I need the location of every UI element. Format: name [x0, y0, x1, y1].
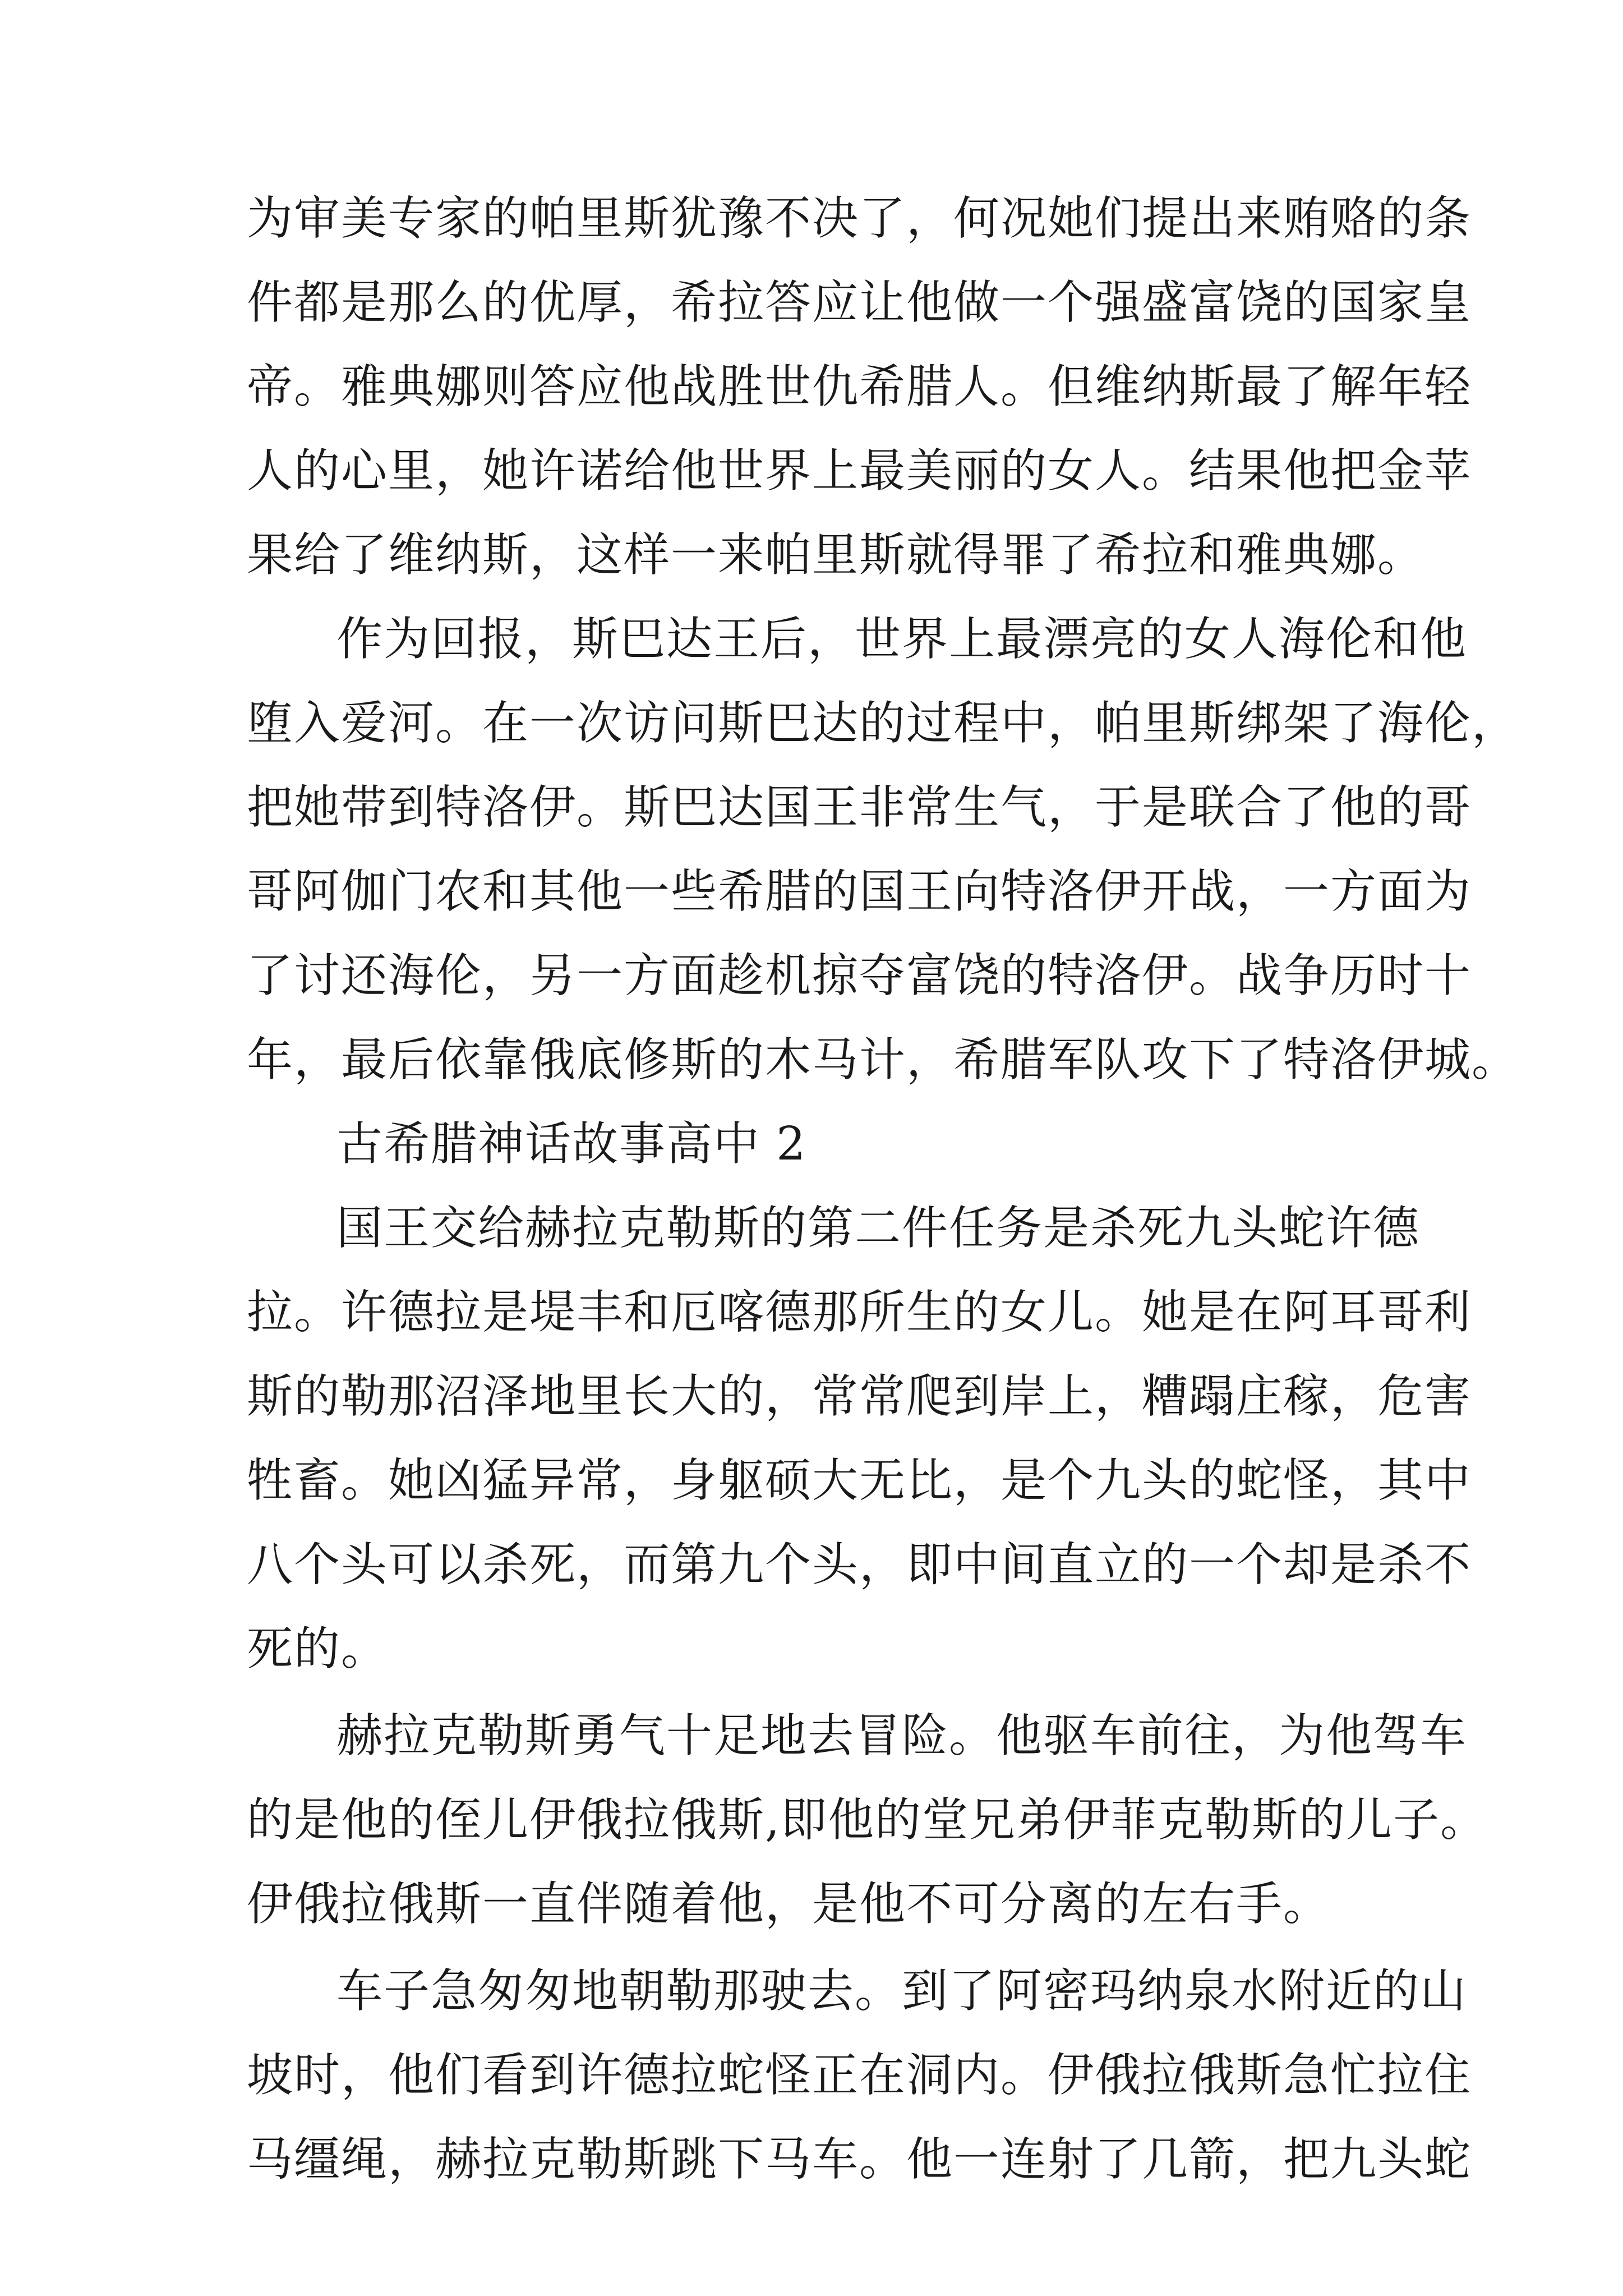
text-line: 马缰绳，赫拉克勒斯跳下马车。他一连射了几箭，把九头蛇 — [247, 2133, 1472, 2186]
text-line: 的是他的侄儿伊俄拉俄斯,即他的堂兄弟伊菲克勒斯的儿子。 — [247, 1793, 1488, 1847]
text-line: 帝。雅典娜则答应他战胜世仇希腊人。但维纳斯最了解年轻 — [247, 360, 1472, 413]
text-line: 作为回报，斯巴达王后，世界上最漂亮的女人海伦和他 — [336, 613, 1468, 666]
text-line: 八个头可以杀死，而第九个头，即中间直立的一个却是杀不 — [247, 1538, 1472, 1591]
text-line: 了讨还海伦，另一方面趁机掠夺富饶的特洛伊。战争历时十 — [247, 949, 1472, 1002]
text-line: 牲畜。她凶猛异常，身躯硕大无比，是个九头的蛇怪，其中 — [247, 1454, 1472, 1507]
text-line: 件都是那么的优厚，希拉答应让他做一个强盛富饶的国家皇 — [247, 276, 1472, 329]
text-line: 古希腊神话故事高中 2 — [336, 1117, 807, 1171]
text-line: 坡时，他们看到许德拉蛇怪正在洞内。伊俄拉俄斯急忙拉住 — [247, 2049, 1472, 2102]
text-line: 伊俄拉俄斯一直伴随着他，是他不可分离的左右手。 — [247, 1878, 1331, 1931]
text-line: 为审美专家的帕里斯犹豫不决了，何况她们提出来贿赂的条 — [247, 192, 1472, 245]
text-line: 死的。 — [247, 1622, 389, 1676]
text-line: 果给了维纳斯，这样一来帕里斯就得罪了希拉和雅典娜。 — [247, 528, 1425, 582]
text-line: 人的心里，她许诺给他世界上最美丽的女人。结果他把金苹 — [247, 444, 1472, 498]
text-line: 赫拉克勒斯勇气十足地去冒险。他驱车前往，为他驾车 — [336, 1709, 1468, 1763]
text-line: 年，最后依靠俄底修斯的木马计，希腊军队攻下了特洛伊城。 — [247, 1033, 1519, 1087]
text-line: 拉。许德拉是堤丰和厄喀德那所生的女儿。她是在阿耳哥利 — [247, 1286, 1472, 1339]
text-line: 国王交给赫拉克勒斯的第二件任务是杀死九头蛇许德 — [336, 1202, 1421, 1255]
text-line: 斯的勒那沼泽地里长大的，常常爬到岸上，糟蹋庄稼，危害 — [247, 1370, 1472, 1423]
text-line: 把她带到特洛伊。斯巴达国王非常生气，于是联合了他的哥 — [247, 781, 1472, 834]
text-line: 堕入爱河。在一次访问斯巴达的过程中，帕里斯绑架了海伦， — [247, 697, 1519, 750]
text-line: 车子急匆匆地朝勒那驶去。到了阿密玛纳泉水附近的山 — [336, 1964, 1468, 2018]
text-line: 哥阿伽门农和其他一些希腊的国王向特洛伊开战，一方面为 — [247, 865, 1472, 918]
